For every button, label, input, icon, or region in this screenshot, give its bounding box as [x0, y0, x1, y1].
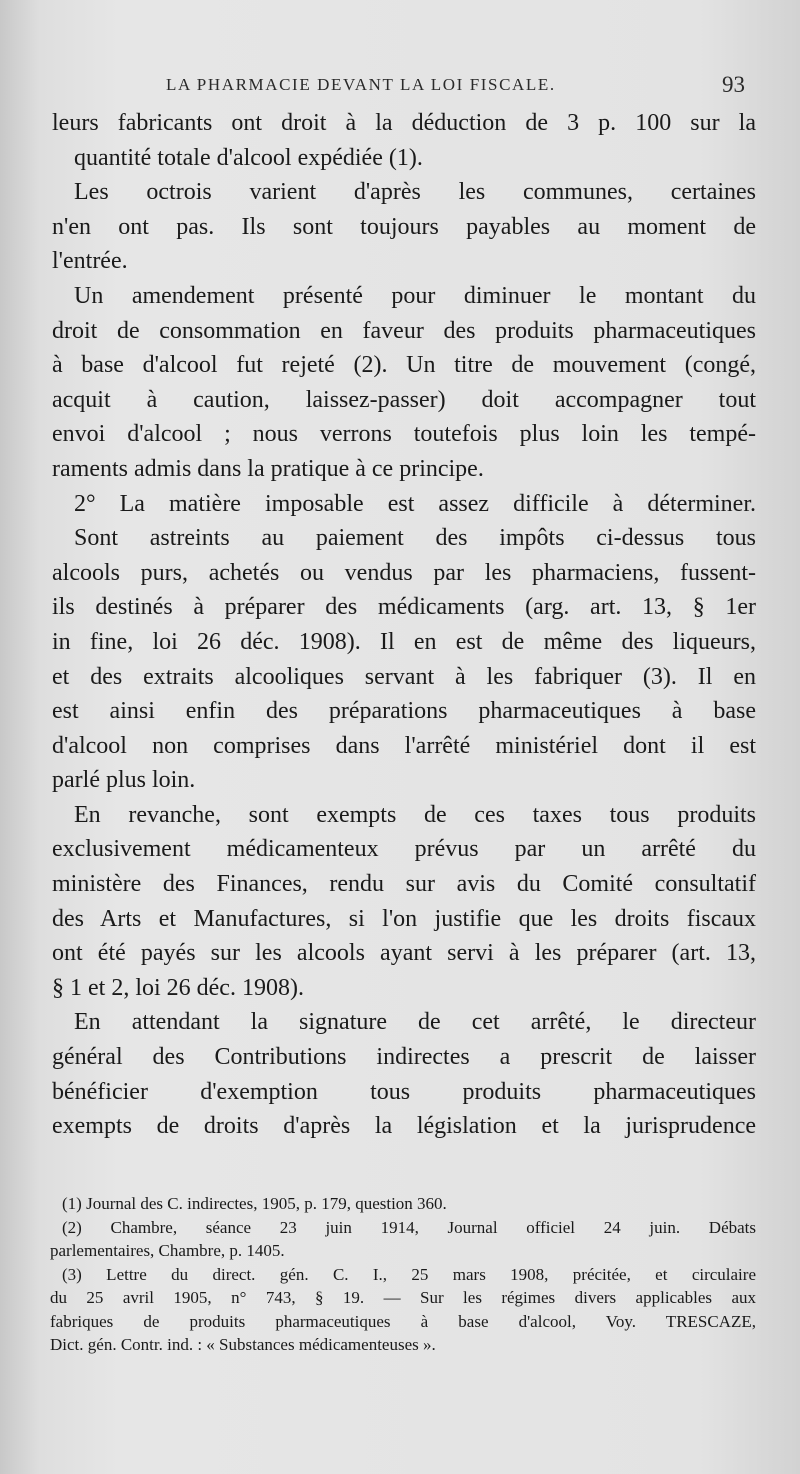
footnote-2: (2) Chambre, séance 23 juin 1914, Journal officiel 24 juin. Débats: [62, 1217, 756, 1237]
text-line: raments admis dans la pratique à ce principe.: [52, 455, 484, 482]
text-line: ministère des Finances, rendu sur avis du Comité consultatif: [52, 871, 756, 898]
text-line: envoi d'alcool ; nous verrons toutefois plus loin les tempé-: [52, 421, 756, 448]
text-line: des Arts et Manufactures, si l'on justifie que les droits fiscaux: [52, 905, 756, 932]
text-line: est ainsi enfin des préparations pharmaceutiques à base: [52, 698, 756, 725]
paragraph-start: Les octrois varient d'après les communes, certaines: [74, 179, 756, 206]
text-line: d'alcool non comprises dans l'arrêté ministériel dont il est: [52, 732, 756, 759]
paragraph-start: En revanche, sont exempts de ces taxes tous produits: [74, 801, 756, 828]
body-text: [52, 106, 756, 1144]
text-line: l'entrée.: [52, 248, 128, 275]
paragraph-start: Un amendement présenté pour diminuer le montant du: [74, 282, 756, 309]
paragraph-start: En attendant la signature de cet arrêté, le directeur: [74, 1009, 756, 1036]
page-number: 93: [722, 72, 745, 97]
text-line: ils destinés à préparer des médicaments (arg. art. 13, § 1er: [52, 594, 756, 621]
footnote-1: (1) Journal des C. indirectes, 1905, p. 179, question 360.: [62, 1194, 447, 1213]
text-line: acquit à caution, laissez-passer) doit accompagner tout: [52, 386, 756, 413]
text-line: bénéficier d'exemption tous produits pharmaceutiques: [52, 1078, 756, 1105]
footnote-line: Dict. gén. Contr. ind. : « Substances médicamenteuses ».: [50, 1335, 436, 1354]
text-line: § 1 et 2, loi 26 déc. 1908).: [52, 974, 304, 1001]
paragraph-start: Sont astreints au paiement des impôts ci-dessus tous: [74, 525, 756, 552]
text-line: exclusivement médicamenteux prévus par un arrêté du: [52, 836, 756, 863]
text-line: exempts de droits d'après la législation et la jurisprudence: [52, 1113, 756, 1140]
text-line: parlé plus loin.: [52, 767, 196, 794]
footnotes: [50, 1192, 756, 1357]
text-line: à base d'alcool fut rejeté (2). Un titre de mouvement (congé,: [52, 352, 756, 379]
text-line: ont été payés sur les alcools ayant servi à les préparer (art. 13,: [52, 940, 756, 967]
paragraph-start: 2° La matière imposable est assez difficile à déterminer.: [74, 490, 756, 517]
text-line: général des Contributions indirectes a prescrit de laisser: [52, 1044, 756, 1071]
text-line: leurs fabricants ont droit à la déduction de 3 p. 100 sur la: [52, 110, 756, 136]
footnote-3: (3) Lettre du direct. gén. C. I., 25 mars 1908, précitée, et circulaire: [62, 1264, 756, 1284]
footnote-line: du 25 avril 1905, n° 743, § 19. — Sur les régimes divers applicables aux: [50, 1288, 756, 1307]
footnote-line: parlementaires, Chambre, p. 1405.: [50, 1241, 285, 1260]
text-line: alcools purs, achetés ou vendus par les pharmaciens, fussent-: [52, 559, 756, 586]
footnote-line: fabriques de produits pharmaceutiques à base d'alcool, Voy. TRESCAZE,: [50, 1311, 756, 1331]
page-header: [0, 72, 800, 102]
text-line: n'en ont pas. Ils sont toujours payables au moment de: [52, 213, 756, 240]
running-head: LA PHARMACIE DEVANT LA LOI FISCALE.: [166, 75, 556, 94]
text-line: droit de consommation en faveur des produits pharmaceutiques: [52, 317, 756, 344]
text-line: et des extraits alcooliques servant à les fabriquer (3). Il en: [52, 663, 756, 690]
text-line: quantité totale d'alcool expédiée (1).: [74, 144, 423, 171]
text-line: in fine, loi 26 déc. 1908). Il en est de même des liqueurs,: [52, 628, 756, 655]
